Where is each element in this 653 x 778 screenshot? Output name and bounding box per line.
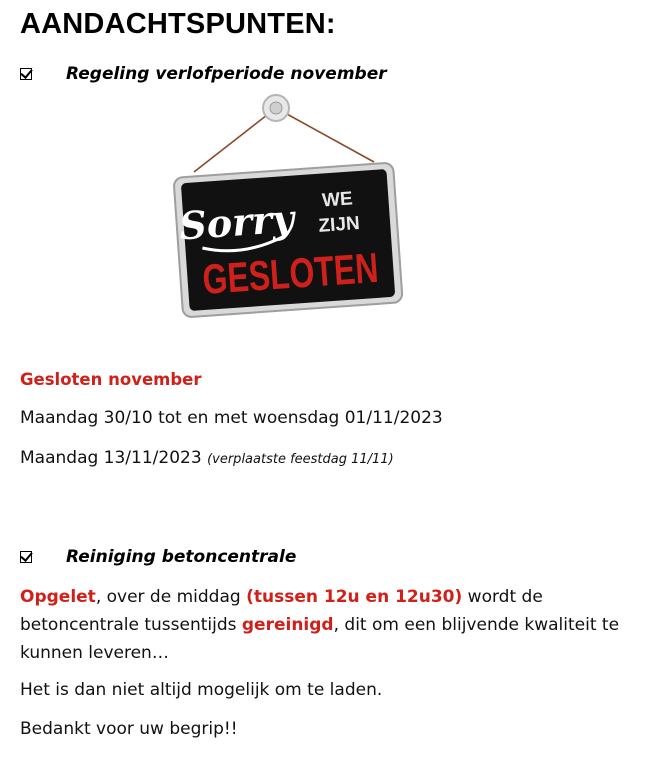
checkbox-checked-icon [20, 68, 32, 80]
closed-sign-image [172, 94, 435, 324]
closed-date-main: Maandag 13/11/2023 [20, 448, 202, 468]
sign-gesloten-text: GESLOTEN [200, 239, 435, 303]
sign-sorry-text: Sorry [177, 195, 296, 249]
checkbox-checked-icon [20, 551, 32, 563]
sign-string-left [194, 108, 276, 172]
sign-we-text: WE [321, 188, 354, 212]
cleaning-notice-paragraph [20, 583, 630, 667]
closed-november-heading: Gesloten november [20, 370, 202, 389]
checklist-item-reiniging [20, 547, 296, 567]
sign-zijn-text: ZIJN [317, 212, 361, 237]
loading-info-line: Het is dan niet altijd mogelijk om te laden. [20, 680, 383, 700]
notice-time-range: (tussen 12u en 12u30) [246, 587, 463, 607]
notice-gereinigd: gereinigd [241, 615, 334, 635]
notice-text-a: , over de middag [95, 587, 247, 607]
section-heading-reiniging: Reiniging betoncentrale [66, 547, 297, 567]
closed-date-note: (verplaatste feestdag 11/11) [207, 452, 394, 467]
section-heading-verlof: Regeling verlofperiode november [66, 64, 387, 84]
thanks-line: Bedankt voor uw begrip!! [20, 719, 238, 739]
checklist-item-verlof [20, 64, 387, 84]
sign-string-right [276, 108, 374, 162]
page-title: AANDACHTSPUNTEN: [20, 8, 336, 40]
notice-opgelet: Opgelet [20, 587, 96, 607]
closed-dates-line-2 [20, 448, 394, 468]
notice-text-c: , dit om een blijvende kwaliteit te kunnen leveren… [20, 615, 620, 663]
notice-text-b: wordt de betoncentrale tussentijds [20, 587, 543, 635]
closed-dates-line-1: Maandag 30/10 tot en met woensdag 01/11/2023 [20, 408, 443, 428]
